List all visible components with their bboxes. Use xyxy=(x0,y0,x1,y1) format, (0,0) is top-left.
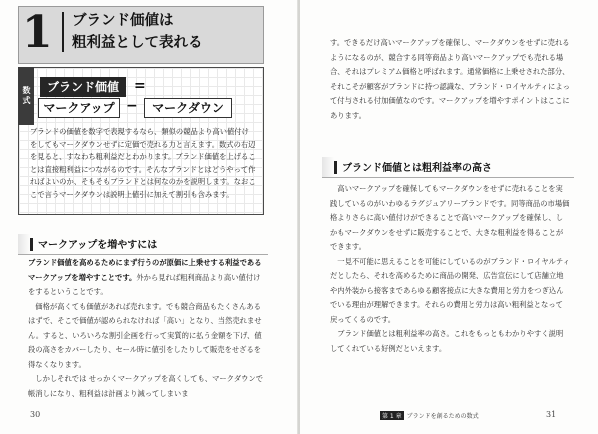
left-body xyxy=(28,256,264,401)
formula-description: ブランドの価値を数字で表現するなら、類似の競品より高い値付けをしてもマークダウンせずに定価で売れる力と言えます。数式の右辺を見ると、すなわち粗利益だとわかります。ブランド価値を上げることは直接粗利益につながるのです。そんなブランドとはどうやって作ればよいのか、そもそもブランドとは何なのかを説明します。なおここで言うマークダウンは説明上値引に加えて割引も含みます。 xyxy=(30,127,256,199)
running-title: ブランドを創るための数式 xyxy=(406,413,479,420)
right-paragraph-1: す。できるだけ高いマークアップを確保し、マークダウンをせずに売れるようになるのが、競合する同等商品より高いマークアップでも売れる場合、それはプレミアム価格と呼ばれます。通常価格に上乗せされた部分、それこそが顧客がブランドに持つ認識な、ブランド・ロイヤルティによって付与される付加価値なのです。マークアップを増やすポイントはここにあります。 xyxy=(330,38,570,120)
chapter-number: 1 xyxy=(22,7,53,58)
right-page xyxy=(300,0,598,434)
heading-bar xyxy=(30,238,33,251)
left-page xyxy=(0,0,298,434)
heading-shade xyxy=(18,234,30,254)
formula-tab: 数式 xyxy=(18,67,34,125)
chapter-title-line1: ブランド価値は xyxy=(72,13,174,29)
chapter-title xyxy=(72,10,252,54)
right-page-number: 31 xyxy=(546,410,557,419)
left-paragraph-3: しかしそれでは せっかくマークアップを高くしても、マークダウンで帳消しになり、粗利益は計画より減ってしまいま xyxy=(28,374,264,398)
right-body-top xyxy=(330,36,570,123)
left-lead-bold: ブランド価値を高めるためにまず行うのが原価に上乗せする利益であるマークアップを増やすことです。 xyxy=(28,258,262,282)
chapter-number-bar xyxy=(62,12,64,52)
formula-equals: = xyxy=(134,78,146,94)
right-paragraph-2: 高いマークアップを確保してもマークダウンをせずに売れることを実践しているのがいわゆるラグジュアリーブランドです。同等商品の市場価格よりさらに高い値付けができることで高いマークアップを確保し、しかもマークダウンをせずに販売することで、大きな粗利益を得ることができます。 xyxy=(330,184,570,251)
heading-shade xyxy=(322,157,334,177)
running-chapter: 第 1 章 xyxy=(382,413,402,420)
formula-minus: − xyxy=(126,98,138,114)
right-section-heading-text: ブランド価値とは粗利益率の高さ xyxy=(342,163,492,174)
chapter-title-line2: 粗利益として表れる xyxy=(72,35,203,51)
left-section-heading xyxy=(18,234,268,255)
running-footer xyxy=(380,411,479,420)
left-paragraph-1 xyxy=(28,256,264,300)
right-paragraph-3: 一見不可能に思えることを可能にしているのがブランド・ロイヤルティだとしたら、それを高めるために商品の開発、広告宣伝にして店舗立地や内外装から接客まであらゆる顧客接点に大きな費用と労力をつぎ込んでいる理由が理解できます。それらの費用と労力は高い粗利益となって戻ってくるのです。 xyxy=(330,256,570,324)
left-section-heading-text: マークアップを増やすには xyxy=(38,240,158,251)
formula-lhs: ブランド価値 xyxy=(40,77,126,97)
left-lead-rest: 外から見れば粗利商品より高い値付けをするということです。 xyxy=(28,272,261,296)
formula-term-markup: マークアップ xyxy=(38,98,120,118)
right-paragraph-4: ブランド価値とは粗利益率の高さ。これをもっともわかりやすく説明してくれている好例だといえます。 xyxy=(330,329,564,353)
heading-bar xyxy=(334,161,337,174)
left-page-number: 30 xyxy=(30,410,41,419)
right-section-heading xyxy=(322,157,574,178)
left-paragraph-2: 価格が高くても価値があれば売れます。でも競合商品もたくさんあるはずで、そこで価値が認められなければ「高い」となり、当然売れません。すると、いろいろな割引企画を行って実質的に払う金額を下げ、値段の高さをカバーしたり、セール時に値引をしたりして販売をせざるを得なくなります。 xyxy=(28,301,262,369)
right-body xyxy=(330,182,570,356)
formula-term-markdown: マークダウン xyxy=(144,98,232,118)
